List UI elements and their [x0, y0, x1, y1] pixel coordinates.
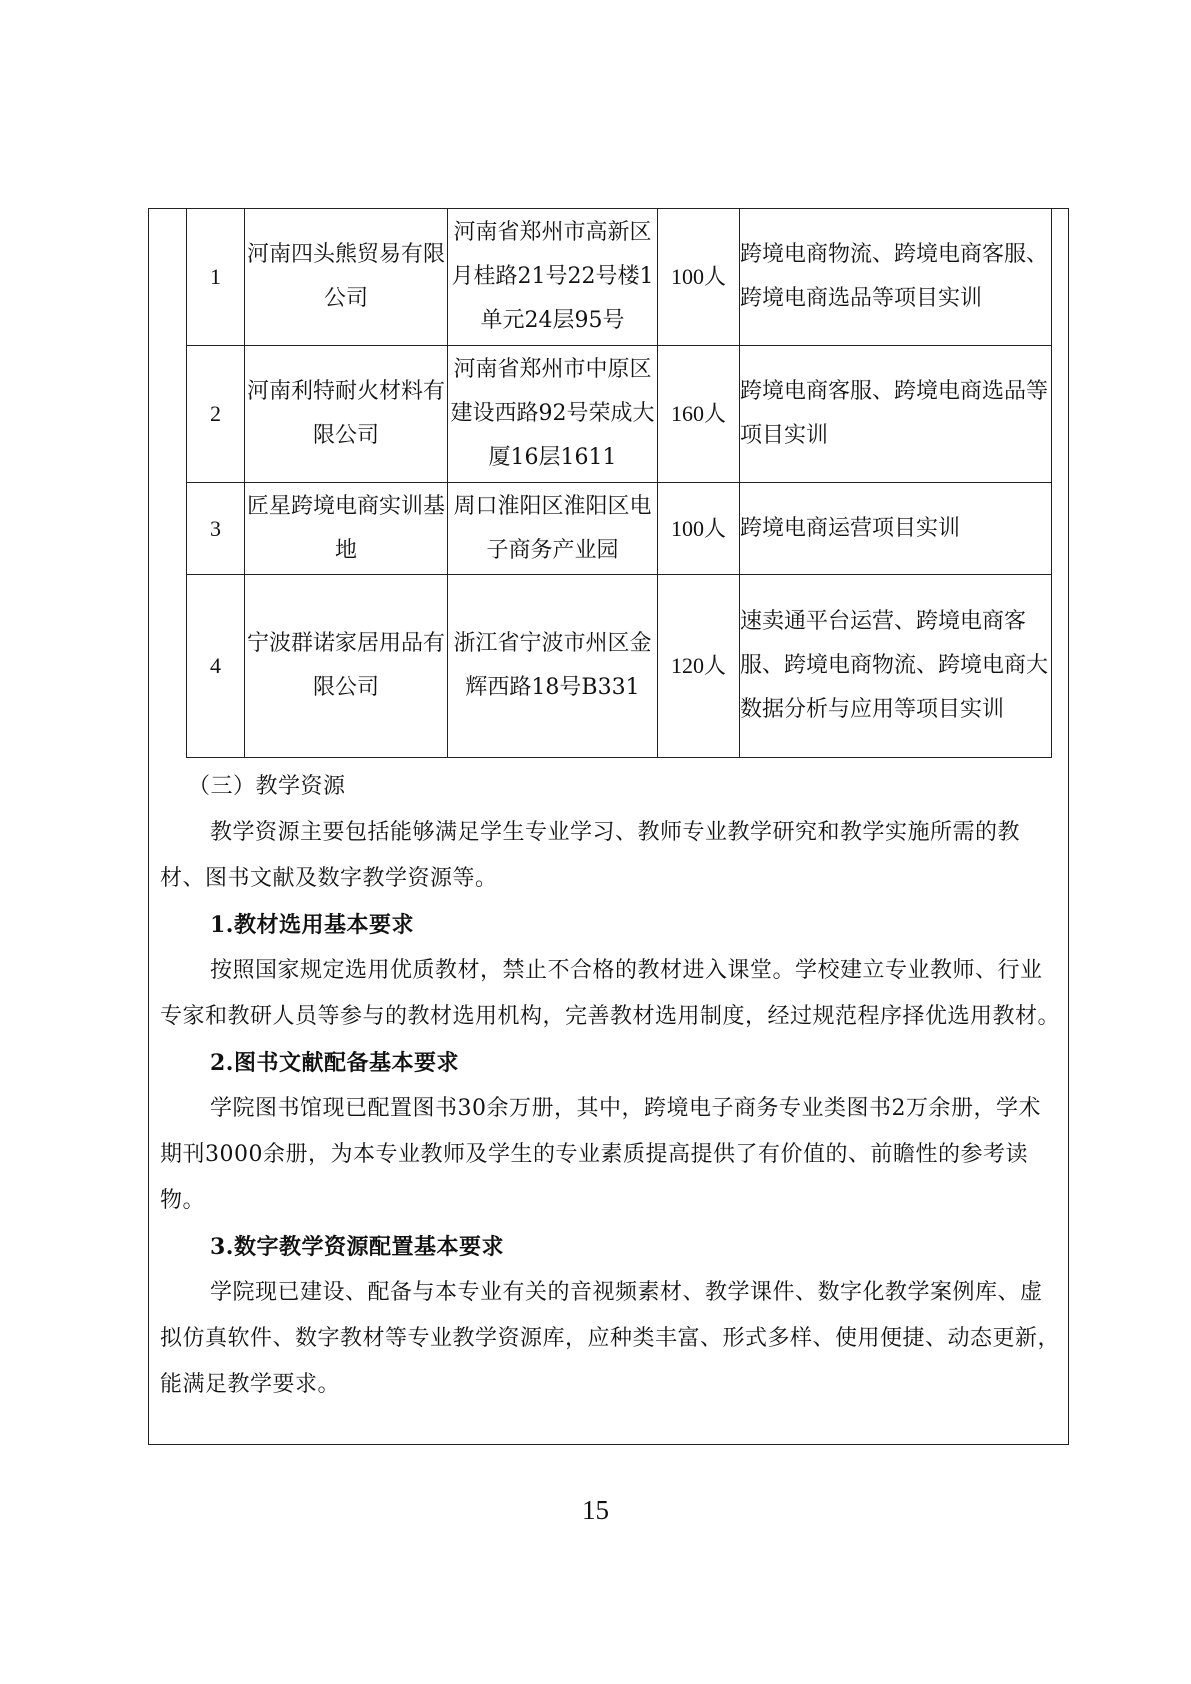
- row-number: 1: [187, 209, 245, 346]
- company-name: 宁波群诺家居用品有限公司: [245, 575, 448, 758]
- company-address: 周口淮阳区淮阳区电子商务产业园: [448, 483, 658, 575]
- subsection-text: 学院现已建设、配备与本专业有关的音视频素材、教学课件、数字化教学案例库、虚拟仿真软件、数字教材等专业教学资源库，应种类丰富、形式多样、使用便捷、动态更新，能满足教学要求。: [160, 1280, 1061, 1397]
- capacity: 160人: [658, 346, 740, 483]
- table-row: [187, 483, 1052, 575]
- company-name: 河南四头熊贸易有限公司: [245, 209, 448, 346]
- subsection-heading: 1.教材选用基本要求: [210, 912, 414, 938]
- subsection-text: 按照国家规定选用优质教材，禁止不合格的教材进入课堂。学校建立专业教师、行业专家和教研人员等参与的教材选用机构，完善教材选用制度，经过规范程序择优选用教材。: [160, 958, 1061, 1029]
- company-address: 河南省郑州市高新区月桂路21号22号楼1单元24层95号: [448, 209, 658, 346]
- row-number: 3: [187, 483, 245, 575]
- training-projects: 跨境电商运营项目实训: [740, 483, 1052, 575]
- capacity: 100人: [658, 483, 740, 575]
- company-name: 匠星跨境电商实训基地: [245, 483, 448, 575]
- row-number: 2: [187, 346, 245, 483]
- company-address: 河南省郑州市中原区建设西路92号荣成大厦16层1611: [448, 346, 658, 483]
- page-number: 15: [582, 1495, 609, 1525]
- subsection-heading: 2.图书文献配备基本要求: [210, 1050, 459, 1076]
- training-base-table: [186, 208, 1052, 758]
- table-row: [187, 346, 1052, 483]
- training-projects: 速卖通平台运营、跨境电商客服、跨境电商物流、跨境电商大数据分析与应用等项目实训: [740, 575, 1052, 758]
- subsection-heading: 3.数字教学资源配置基本要求: [210, 1234, 504, 1260]
- training-projects: 跨境电商物流、跨境电商客服、跨境电商选品等项目实训: [740, 209, 1052, 346]
- teaching-resources-section: [160, 764, 1060, 1408]
- section-title: （三）教学资源: [188, 774, 346, 799]
- company-name: 河南利特耐火材料有限公司: [245, 346, 448, 483]
- table-row: [187, 575, 1052, 758]
- capacity: 100人: [658, 209, 740, 346]
- table-row: [187, 209, 1052, 346]
- company-address: 浙江省宁波市州区金辉西路18号B331: [448, 575, 658, 758]
- capacity: 120人: [658, 575, 740, 758]
- row-number: 4: [187, 575, 245, 758]
- subsection-text: 学院图书馆现已配置图书30余万册，其中，跨境电子商务专业类图书2万余册，学术期刊3000余册，为本专业教师及学生的专业素质提高提供了有价值的、前瞻性的参考读物。: [160, 1096, 1041, 1213]
- training-projects: 跨境电商客服、跨境电商选品等项目实训: [740, 346, 1052, 483]
- section-intro: 教学资源主要包括能够满足学生专业学习、教师专业教学研究和教学实施所需的教材、图书文献及数字教学资源等。: [160, 820, 1021, 891]
